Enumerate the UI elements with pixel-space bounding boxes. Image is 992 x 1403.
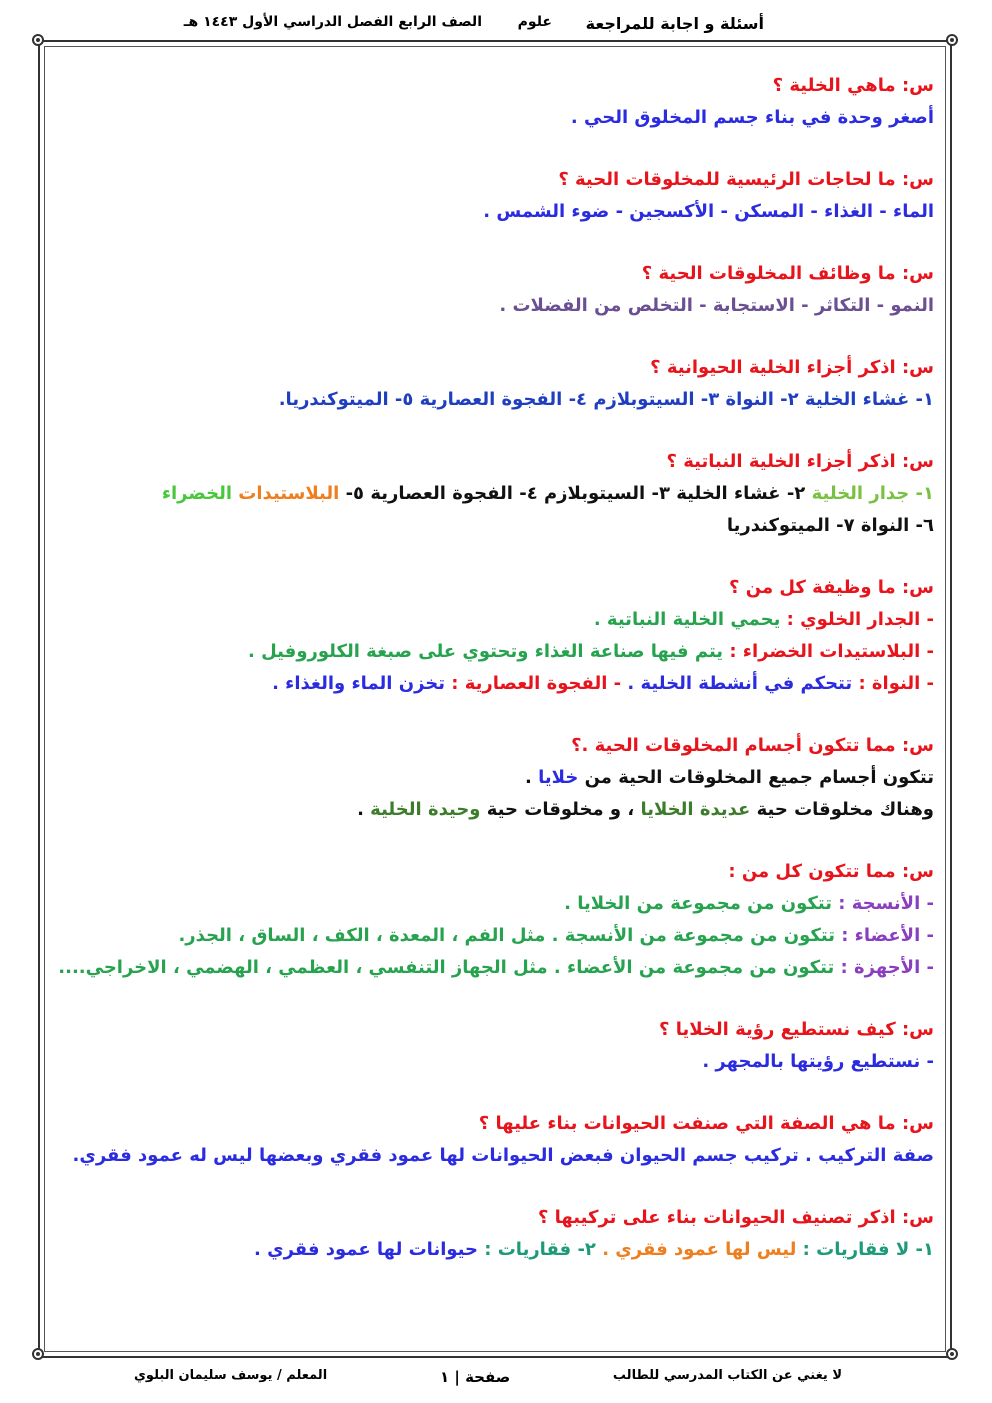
qa-block-cell-definition xyxy=(134,70,934,134)
answer-line xyxy=(134,478,934,510)
answer-text: ، و مخلوقات حية xyxy=(480,799,641,820)
qa-block-life-functions xyxy=(134,258,934,322)
answer-line xyxy=(134,604,934,636)
definition: تتكون من مجموعة من الأنسجة . مثل الفم ، المعدة ، الكف ، الساق ، الجذر. xyxy=(178,925,835,946)
definition: يحمي الخلية النباتية . xyxy=(593,609,781,630)
qa-block-microscope xyxy=(134,1014,934,1078)
definition: ليس لها عمود فقري . xyxy=(602,1239,797,1260)
qa-content xyxy=(58,70,934,1296)
page-footer xyxy=(0,1362,992,1392)
question: س: ما وظيفة كل من ؟ xyxy=(729,577,934,598)
term-multicellular: عديدة الخلايا xyxy=(640,799,751,820)
term: ١- لا فقاريات : xyxy=(796,1239,934,1260)
answer: الماء - الغذاء - المسكن - الأكسجين - ضوء الشمس . xyxy=(483,201,934,222)
question: س: اذكر تصنيف الحيوانات بناء على تركيبها ؟ xyxy=(537,1207,934,1228)
answer-line xyxy=(134,668,934,700)
answer-text: ٢- غشاء الخلية ٣- السيتوبلازم ٤- الفجوة العصارية ٥- xyxy=(339,483,812,504)
page-number: صفحة | ١ xyxy=(440,1368,511,1386)
corner-ornament-icon xyxy=(946,34,958,46)
answer: - نستطيع رؤيتها بالمجهر . xyxy=(702,1051,934,1072)
answer-line xyxy=(134,762,934,794)
answer-line xyxy=(58,952,934,984)
page-header xyxy=(0,8,992,40)
footer-teacher: المعلم / يوسف سليمان البلوي xyxy=(134,1368,328,1383)
term-plastids: البلاستيدات xyxy=(238,483,340,504)
header-title: أسئلة و اجابة للمراجعة xyxy=(585,14,764,33)
term: - الأعضاء : xyxy=(834,925,934,946)
term-cell-wall: ١- جدار الخلية xyxy=(811,483,934,504)
qa-block-animal-classification xyxy=(134,1202,934,1266)
qa-block-plant-cell-parts xyxy=(134,446,934,542)
answer: ١- غشاء الخلية ٢- النواة ٣- السيتوبلازم ٤- الفجوة العصارية ٥- الميتوكندريا. xyxy=(278,389,934,410)
question: س: ماهي الخلية ؟ xyxy=(772,75,934,96)
answer-text: . xyxy=(357,799,371,820)
question: س: مما تتكون كل من : xyxy=(728,861,934,882)
header-subject: علوم xyxy=(517,14,552,30)
answer: أصغر وحدة في بناء جسم المخلوق الحي . xyxy=(570,107,934,128)
answer: صفة التركيب . تركيب جسم الحيوان فبعض الحيوانات لها عمود فقري وبعضها ليس له عمود فقري. xyxy=(72,1145,934,1166)
term-cells: خلايا xyxy=(538,767,579,788)
answer-text: . xyxy=(525,767,539,788)
answer-line-2: ٦- النواة ٧- الميتوكندريا xyxy=(726,515,934,536)
footer-note: لا يغني عن الكتاب المدرسي للطالب xyxy=(612,1368,842,1383)
definition: تخزن الماء والغذاء . xyxy=(272,673,445,694)
question: س: اذكر أجزاء الخلية النباتية ؟ xyxy=(666,451,934,472)
definition: يتم فيها صناعة الغذاء وتحتوي على صبغة الكلوروفيل . xyxy=(248,641,724,662)
answer-text: وهناك مخلوقات حية xyxy=(750,799,934,820)
question: س: ما هي الصفة التي صنفت الحيوانات بناء عليها ؟ xyxy=(478,1113,934,1134)
definition: تتحكم في أنشطة الخلية . xyxy=(627,673,853,694)
term: - الفجوة العصارية : xyxy=(445,673,628,694)
answer-line xyxy=(134,794,934,826)
qa-block-animal-cell-parts xyxy=(134,352,934,416)
term: - النواة : xyxy=(852,673,934,694)
term: - الجدار الخلوي : xyxy=(780,609,934,630)
term: - الأجهزة : xyxy=(834,957,934,978)
answer-line xyxy=(134,920,934,952)
answer-line xyxy=(134,888,934,920)
question: س: مما تتكون أجسام المخلوقات الحية .؟ xyxy=(571,735,934,756)
question: س: ما لحاجات الرئيسية للمخلوقات الحية ؟ xyxy=(558,169,934,190)
corner-ornament-icon xyxy=(32,34,44,46)
term-green: الخضراء xyxy=(161,483,239,504)
qa-block-composition xyxy=(58,856,934,984)
answer: النمو - التكاثر - الاستجابة - التخلص من الفضلات . xyxy=(499,295,934,316)
corner-ornament-icon xyxy=(32,1348,44,1360)
question: س: ما وظائف المخلوقات الحية ؟ xyxy=(641,263,934,284)
qa-block-functions xyxy=(134,572,934,700)
header-grade: الصف الرابع الفصل الدراسي الأول ١٤٤٣ هـ xyxy=(183,14,482,30)
qa-block-classification-trait xyxy=(72,1108,934,1172)
qa-block-body-composition xyxy=(134,730,934,826)
answer-line xyxy=(134,636,934,668)
corner-ornament-icon xyxy=(946,1348,958,1360)
term: ٢- فقاريات : xyxy=(477,1239,603,1260)
answer-text: تتكون أجسام جميع المخلوقات الحية من xyxy=(578,767,934,788)
question: س: اذكر أجزاء الخلية الحيوانية ؟ xyxy=(650,357,934,378)
term: - الأنسجة : xyxy=(831,893,934,914)
definition: حيوانات لها عمود فقري . xyxy=(253,1239,478,1260)
definition: تتكون من مجموعة من الأعضاء . مثل الجهاز التنفسي ، العظمي ، الهضمي ، الاخراجي.... xyxy=(58,957,835,978)
term: - البلاستيدات الخضراء : xyxy=(723,641,934,662)
term-unicellular: وحيدة الخلية xyxy=(370,799,481,820)
answer-line xyxy=(134,1234,934,1266)
qa-block-basic-needs xyxy=(134,164,934,228)
definition: تتكون من مجموعة من الخلايا . xyxy=(564,893,832,914)
question: س: كيف نستطيع رؤية الخلايا ؟ xyxy=(659,1019,934,1040)
